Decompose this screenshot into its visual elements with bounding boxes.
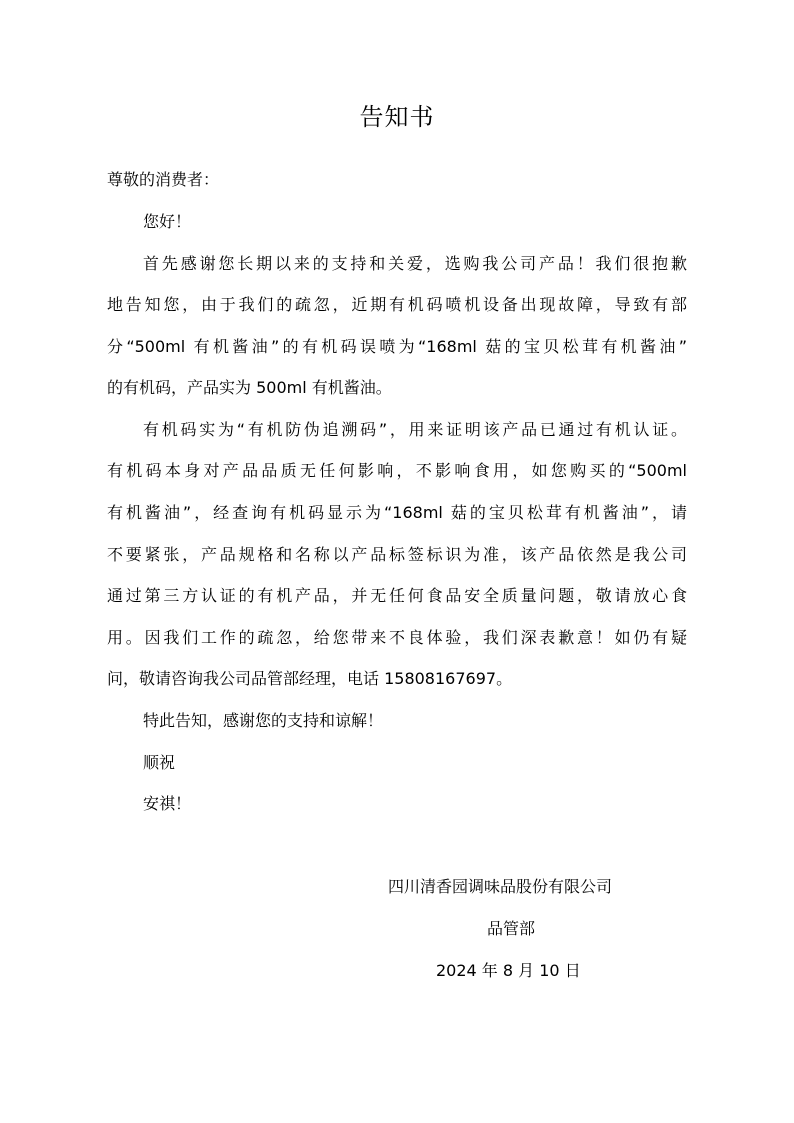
salutation: 尊敬的消费者：	[107, 170, 220, 189]
paragraph2-line: 通过第三方认证的有机产品，并无任何食品安全质量问题，敬请放心食	[107, 586, 687, 605]
signature-company: 四川清香园调味品股份有限公司	[388, 877, 613, 896]
paragraph2-line: 有机码本身对产品品质无任何影响，不影响食用，如您购买的“500ml	[107, 461, 687, 480]
closing-text: 特此告知，感谢您的支持和谅解！	[143, 711, 384, 730]
signature-date: 2024 年 8 月 10 日	[436, 961, 581, 980]
paragraph2-line: 问，敬请咨询我公司品管部经理，电话 15808167697。	[107, 669, 513, 688]
regards-line-2: 安祺！	[143, 794, 192, 813]
paragraph2-line: 有机酱油”，经查询有机码显示为“168ml 菇的宝贝松茸有机酱油”，请	[107, 503, 687, 522]
paragraph2-line: 用。因我们工作的疏忽，给您带来不良体验，我们深表歉意！如仍有疑	[107, 628, 687, 647]
paragraph2-line: 有机码实为“有机防伪追溯码”，用来证明该产品已通过有机认证。	[143, 420, 687, 439]
page-title: 告知书	[359, 103, 435, 131]
paragraph1-line: 首先感谢您长期以来的支持和关爱，选购我公司产品！我们很抱歉	[143, 254, 687, 273]
regards-line-1: 顺祝	[143, 753, 176, 772]
greeting: 您好！	[143, 212, 192, 231]
paragraph1-line: 分“500ml 有机酱油”的有机码误喷为“168ml 菇的宝贝松茸有机酱油”	[107, 337, 687, 356]
paragraph1-line: 地告知您，由于我们的疏忽，近期有机码喷机设备出现故障，导致有部	[107, 295, 687, 314]
paragraph1-line: 的有机码，产品实为 500ml 有机酱油。	[107, 378, 392, 397]
paragraph2-line: 不要紧张，产品规格和名称以产品标签标识为准，该产品依然是我公司	[107, 545, 687, 564]
signature-department: 品管部	[487, 919, 536, 938]
